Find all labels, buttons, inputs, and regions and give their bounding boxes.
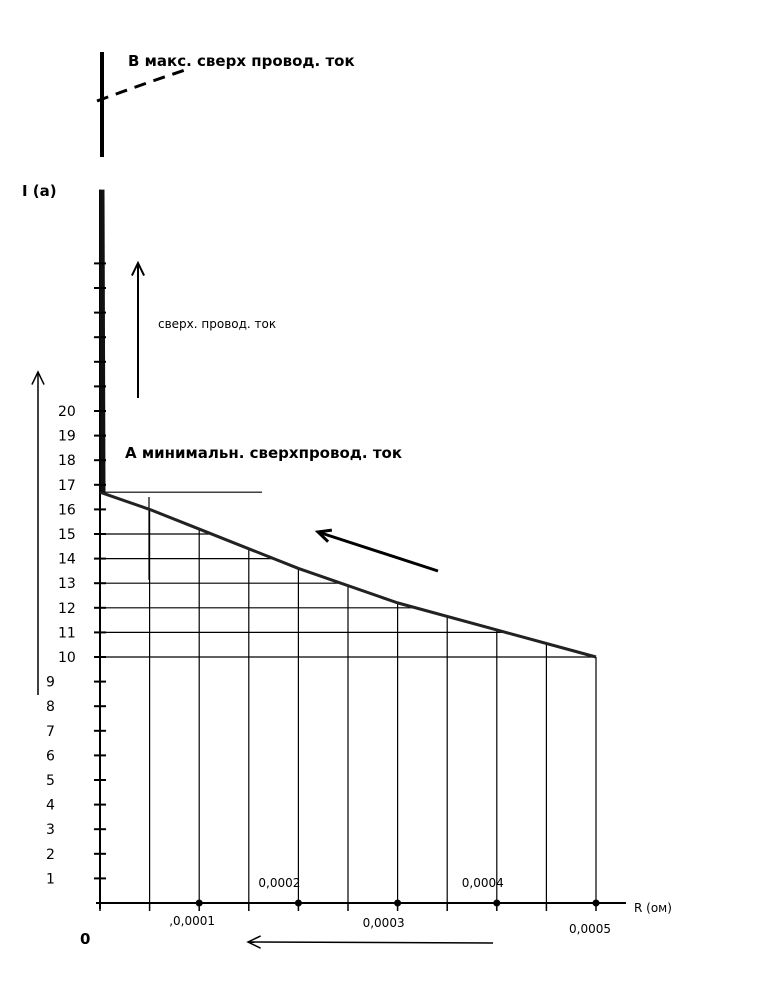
y-tick-label: 7 [46, 723, 55, 740]
up-left-arrow-curve [318, 532, 438, 571]
x-tick-label: 0,0003 [362, 916, 405, 930]
y-tick-label: 17 [58, 477, 76, 494]
y-tick-label: 3 [46, 822, 55, 839]
y-tick-label: 18 [58, 453, 76, 470]
y-tick-label: 14 [58, 551, 76, 568]
x-axis-label: R (ом) [634, 901, 672, 915]
origin-label: 0 [80, 930, 91, 948]
y-tick-label: 4 [46, 797, 55, 814]
max-current-dashed-curve [97, 69, 188, 101]
x-tick-dot [593, 900, 600, 907]
y-tick-label: 20 [58, 404, 76, 420]
x-tick-label: 0,0004 [461, 876, 504, 890]
ticks [46, 263, 611, 936]
x-tick-label: 0,0005 [569, 922, 611, 936]
y-tick-label: 6 [46, 748, 55, 765]
x-tick-dot [394, 900, 401, 907]
y-tick-label: 10 [58, 650, 76, 666]
y-tick-label: 8 [46, 699, 55, 716]
y-tick-label: 5 [46, 773, 55, 789]
x-tick-dot [295, 900, 302, 907]
left-arrow-bottom [248, 942, 493, 943]
y-tick-label: 19 [58, 428, 76, 445]
y-tick-label: 15 [58, 527, 76, 543]
y-axis-label: I (а) [22, 182, 57, 200]
superconducting-line [102, 190, 103, 493]
point-a-label: А минимальн. сверхпровод. ток [125, 444, 403, 462]
x-tick-dot [493, 900, 500, 907]
y-tick-label: 11 [58, 625, 76, 642]
point-b-label: В макс. сверх провод. ток [128, 52, 355, 70]
y-tick-label: 12 [58, 600, 76, 617]
superconducting-current-label: сверх. провод. ток [158, 317, 277, 331]
x-tick-label: 0,0002 [258, 876, 301, 890]
x-tick-label: ,0,0001 [169, 914, 216, 928]
y-tick-label: 9 [46, 674, 55, 691]
y-tick-label: 16 [58, 502, 76, 519]
curve [97, 52, 596, 657]
y-tick-label: 2 [46, 846, 55, 863]
y-tick-label: 1 [46, 871, 55, 888]
y-tick-label: 13 [58, 576, 76, 593]
x-tick-dot [196, 900, 203, 907]
grid [100, 492, 596, 903]
